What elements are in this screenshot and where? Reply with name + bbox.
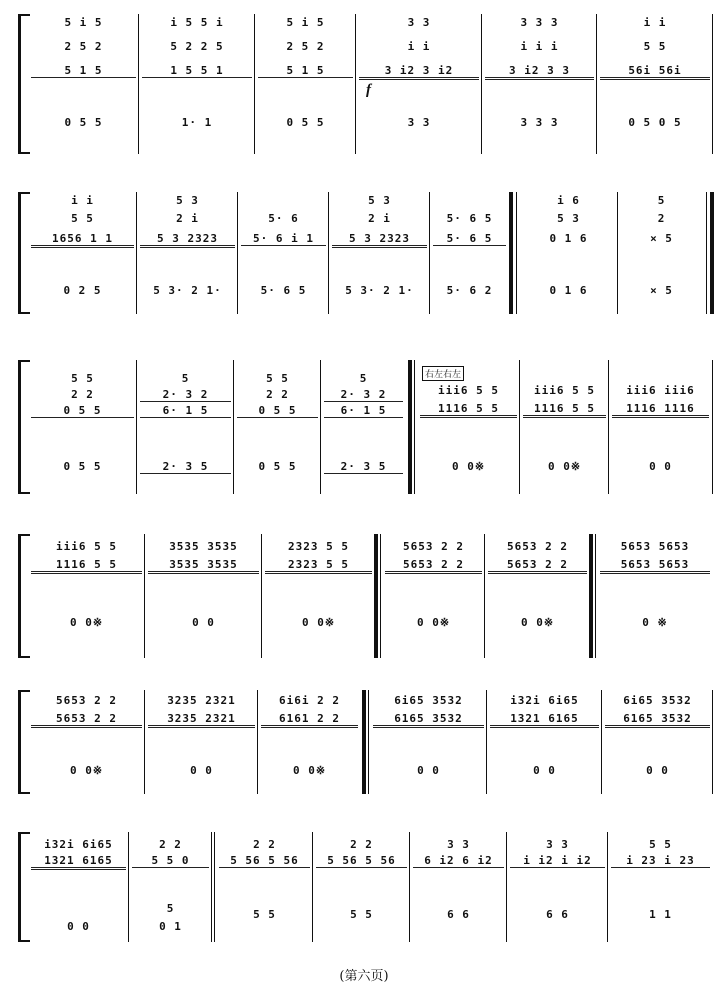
note-row: 0 0※ bbox=[292, 764, 327, 777]
note-row: 0 0※ bbox=[416, 616, 451, 629]
note-row: 5 i 5 bbox=[286, 16, 325, 29]
barline bbox=[380, 534, 381, 658]
note-row: 3 3 bbox=[447, 838, 470, 851]
note-row: 2· 3 5 bbox=[140, 460, 231, 474]
measure bbox=[28, 360, 136, 494]
note-row: 2323 5 5 bbox=[265, 558, 372, 574]
measure bbox=[417, 360, 519, 494]
note-row: 6· 1 5 bbox=[140, 404, 231, 418]
measure bbox=[520, 360, 608, 494]
measure bbox=[28, 192, 136, 314]
measure bbox=[28, 832, 128, 942]
note-row: 5 1 5 bbox=[258, 64, 353, 78]
measure bbox=[597, 14, 712, 154]
repeat-barline bbox=[362, 690, 366, 794]
note-row: 2· 3 5 bbox=[324, 460, 403, 474]
note-row: 1116 1116 bbox=[612, 402, 709, 418]
repeat-barline bbox=[374, 534, 378, 658]
measure bbox=[608, 832, 712, 942]
note-row: 5 5 bbox=[649, 838, 672, 851]
note-row: 6i65 3532 bbox=[394, 694, 463, 707]
note-row: 0 0 bbox=[649, 460, 672, 473]
note-row: 0 0※ bbox=[547, 460, 582, 473]
note-row: 2 i bbox=[368, 212, 391, 225]
note-row: 5 5 bbox=[253, 908, 276, 921]
measure bbox=[28, 534, 144, 658]
measure bbox=[482, 14, 596, 154]
score-system-6 bbox=[18, 832, 714, 942]
dynamic-marking: f bbox=[366, 82, 371, 98]
note-row: 6i65 3532 bbox=[623, 694, 692, 707]
note-row: 5 bbox=[359, 372, 368, 385]
score-system-5 bbox=[18, 690, 714, 794]
note-row: 0 5 5 bbox=[64, 116, 103, 129]
note-row: 1116 5 5 bbox=[523, 402, 606, 418]
note-row: 3535 3535 bbox=[169, 540, 238, 553]
note-row: 3 i2 3 i2 bbox=[359, 64, 479, 80]
measure bbox=[28, 690, 144, 794]
note-row: 5 1 5 bbox=[31, 64, 136, 78]
repeat-barline bbox=[509, 192, 513, 314]
note-row: 0 0※ bbox=[69, 616, 104, 629]
note-row: 0 5 5 bbox=[258, 460, 297, 473]
note-row: 5 5 bbox=[643, 40, 667, 53]
note-row: 5· 6 5 bbox=[446, 212, 493, 225]
measure bbox=[321, 360, 405, 494]
note-row: 0 0 bbox=[190, 764, 213, 777]
measure bbox=[519, 192, 617, 314]
measure bbox=[329, 192, 429, 314]
note-row: 0 0※ bbox=[451, 460, 486, 473]
note-row: 1321 6165 bbox=[31, 854, 126, 870]
note-row: 0 0 bbox=[646, 764, 669, 777]
measure bbox=[313, 832, 409, 942]
note-row: 3 3 bbox=[407, 116, 431, 129]
note-row: 5653 5653 bbox=[620, 540, 690, 553]
note-row: 2 2 bbox=[71, 388, 94, 401]
fingering-label: 右左右左 bbox=[422, 366, 464, 381]
measure bbox=[137, 192, 237, 314]
measure bbox=[258, 690, 360, 794]
note-row: 1 1 bbox=[649, 908, 672, 921]
note-row: 5 bbox=[166, 902, 175, 915]
repeat-barline bbox=[589, 534, 593, 658]
note-row: iii6 5 5 bbox=[56, 540, 117, 553]
measure bbox=[602, 690, 712, 794]
measure bbox=[139, 14, 254, 154]
note-row: 2 bbox=[657, 212, 666, 225]
note-row: 5 56 5 56 bbox=[316, 854, 407, 868]
note-row: 5653 2 2 bbox=[403, 540, 464, 553]
note-row: 1· 1 bbox=[181, 116, 213, 129]
note-row: 2· 3 2 bbox=[140, 388, 231, 402]
measure bbox=[145, 690, 257, 794]
note-row: 5 5 0 bbox=[132, 854, 209, 868]
note-row: i 23 i 23 bbox=[611, 854, 710, 868]
note-row: 0 ※ bbox=[642, 616, 668, 629]
note-row: 0 5 0 5 bbox=[628, 116, 682, 129]
note-row: 5· 6 2 bbox=[446, 284, 493, 297]
note-row: 0 5 5 bbox=[286, 116, 325, 129]
note-row: 5· 6 5 bbox=[260, 284, 307, 297]
note-row: 56i 56i bbox=[600, 64, 710, 80]
measure bbox=[234, 360, 320, 494]
note-row: 6 6 bbox=[447, 908, 470, 921]
note-row: 2 2 bbox=[350, 838, 373, 851]
note-row: 0 1 bbox=[159, 920, 182, 933]
note-row: i i2 i i2 bbox=[510, 854, 605, 868]
barline bbox=[712, 360, 713, 494]
note-row: 0 5 5 bbox=[63, 460, 102, 473]
note-row: 3 3 bbox=[546, 838, 569, 851]
note-row: 1116 5 5 bbox=[31, 558, 142, 574]
barline bbox=[712, 14, 713, 154]
note-row: 0 1 6 bbox=[549, 284, 588, 297]
page-number: (第六页) bbox=[339, 969, 389, 984]
note-row: i i bbox=[643, 16, 667, 29]
measure bbox=[370, 690, 486, 794]
note-row: i 5 5 i bbox=[170, 16, 224, 29]
note-row: iii6 5 5 bbox=[534, 384, 595, 397]
note-row: 0 2 5 bbox=[63, 284, 102, 297]
barline bbox=[368, 690, 369, 794]
note-row: 0 0 bbox=[417, 764, 440, 777]
barline bbox=[214, 832, 215, 942]
measure bbox=[145, 534, 261, 658]
note-row: iii6 iii6 bbox=[626, 384, 695, 397]
note-row: 5 3 bbox=[557, 212, 580, 225]
note-row: 2 2 bbox=[253, 838, 276, 851]
note-row: 5 5 bbox=[266, 372, 289, 385]
note-row: 5653 2 2 bbox=[507, 540, 568, 553]
note-row: 2 2 bbox=[159, 838, 182, 851]
measure bbox=[487, 690, 601, 794]
measure bbox=[28, 14, 138, 154]
score-system-1 bbox=[18, 14, 714, 154]
note-row: 6 6 bbox=[546, 908, 569, 921]
note-row: 5653 2 2 bbox=[31, 712, 142, 728]
measure bbox=[410, 832, 506, 942]
barline bbox=[211, 832, 212, 942]
note-row: 5 3 2323 bbox=[332, 232, 427, 248]
note-row: 6165 3532 bbox=[373, 712, 484, 728]
note-row: 3 3 3 bbox=[520, 116, 559, 129]
note-row: 5653 2 2 bbox=[488, 558, 587, 574]
note-row: 5653 2 2 bbox=[56, 694, 117, 707]
note-row: 0 0 bbox=[67, 920, 90, 933]
barline bbox=[516, 192, 517, 314]
note-row: 0 0 bbox=[192, 616, 215, 629]
barline bbox=[595, 534, 596, 658]
note-row: 5 5 bbox=[350, 908, 373, 921]
measure bbox=[597, 534, 712, 658]
score-system-4 bbox=[18, 534, 714, 658]
note-row: × 5 bbox=[650, 284, 673, 297]
note-row: 2 5 2 bbox=[64, 40, 103, 53]
measure bbox=[430, 192, 508, 314]
note-row: 1656 1 1 bbox=[31, 232, 134, 248]
measure bbox=[129, 832, 211, 942]
note-row: 2 2 bbox=[266, 388, 289, 401]
score-system-3 bbox=[18, 360, 714, 494]
note-row: 3 3 bbox=[407, 16, 431, 29]
note-row: i i bbox=[407, 40, 431, 53]
note-row: 5653 5653 bbox=[600, 558, 710, 574]
note-row: 1 5 5 1 bbox=[142, 64, 252, 78]
note-row: 5· 6 5 bbox=[433, 232, 506, 246]
note-row: 3 i2 3 3 bbox=[485, 64, 594, 80]
note-row: 6161 2 2 bbox=[261, 712, 358, 728]
note-row: 6· 1 5 bbox=[324, 404, 403, 418]
note-row: 5 3· 2 1· bbox=[153, 284, 222, 297]
score-system-2 bbox=[18, 192, 714, 314]
note-row: 5 bbox=[657, 194, 666, 207]
repeat-barline bbox=[710, 192, 714, 314]
measure bbox=[356, 14, 481, 154]
note-row: 5· 6 bbox=[268, 212, 299, 225]
measure bbox=[255, 14, 355, 154]
note-row: 5 56 5 56 bbox=[219, 854, 310, 868]
note-row: 2 i bbox=[176, 212, 199, 225]
note-row: 5 2 2 5 bbox=[170, 40, 224, 53]
note-row: 1116 5 5 bbox=[420, 402, 517, 418]
note-row: 0 1 6 bbox=[549, 232, 588, 245]
note-row: 5 bbox=[181, 372, 190, 385]
note-row: 6165 3532 bbox=[605, 712, 710, 728]
note-row: 2 5 2 bbox=[286, 40, 325, 53]
note-row: × 5 bbox=[650, 232, 673, 245]
note-row: 1321 6165 bbox=[490, 712, 599, 728]
barline bbox=[712, 690, 713, 794]
note-row: i i i bbox=[520, 40, 559, 53]
note-row: 5 5 bbox=[71, 212, 94, 225]
note-row: 2· 3 2 bbox=[324, 388, 403, 402]
note-row: i32i 6i65 bbox=[510, 694, 579, 707]
note-row: 0 0※ bbox=[69, 764, 104, 777]
note-row: 5· 6 i 1 bbox=[241, 232, 326, 246]
repeat-barline bbox=[408, 360, 412, 494]
note-row: i i bbox=[71, 194, 94, 207]
measure bbox=[238, 192, 328, 314]
note-row: 0 5 5 bbox=[31, 404, 134, 418]
note-row: 3 3 3 bbox=[520, 16, 559, 29]
note-row: iii6 5 5 bbox=[438, 384, 499, 397]
note-row: 5 3· 2 1· bbox=[345, 284, 414, 297]
note-row: 6i6i 2 2 bbox=[279, 694, 340, 707]
note-row: 2323 5 5 bbox=[288, 540, 349, 553]
note-row: 3235 2321 bbox=[167, 694, 236, 707]
measure bbox=[216, 832, 312, 942]
barline bbox=[706, 192, 707, 314]
note-row: 6 i2 6 i2 bbox=[413, 854, 504, 868]
note-row: 3535 3535 bbox=[148, 558, 259, 574]
note-row: 5 3 2323 bbox=[140, 232, 235, 248]
measure bbox=[609, 360, 711, 494]
note-row: 5 3 bbox=[176, 194, 199, 207]
note-row: 5653 2 2 bbox=[385, 558, 482, 574]
note-row: 5 3 bbox=[368, 194, 391, 207]
barline bbox=[414, 360, 415, 494]
measure bbox=[382, 534, 484, 658]
measure bbox=[262, 534, 374, 658]
measure bbox=[137, 360, 233, 494]
note-row: 0 0※ bbox=[520, 616, 555, 629]
note-row: 3235 2321 bbox=[148, 712, 255, 728]
measure bbox=[507, 832, 607, 942]
note-row: 0 0 bbox=[533, 764, 556, 777]
note-row: i 6 bbox=[557, 194, 580, 207]
note-row: 0 0※ bbox=[301, 616, 336, 629]
note-row: 5 5 bbox=[71, 372, 94, 385]
note-row: 5 i 5 bbox=[64, 16, 103, 29]
measure bbox=[485, 534, 589, 658]
measure bbox=[618, 192, 704, 314]
note-row: i32i 6i65 bbox=[44, 838, 113, 851]
note-row: 0 5 5 bbox=[237, 404, 318, 418]
